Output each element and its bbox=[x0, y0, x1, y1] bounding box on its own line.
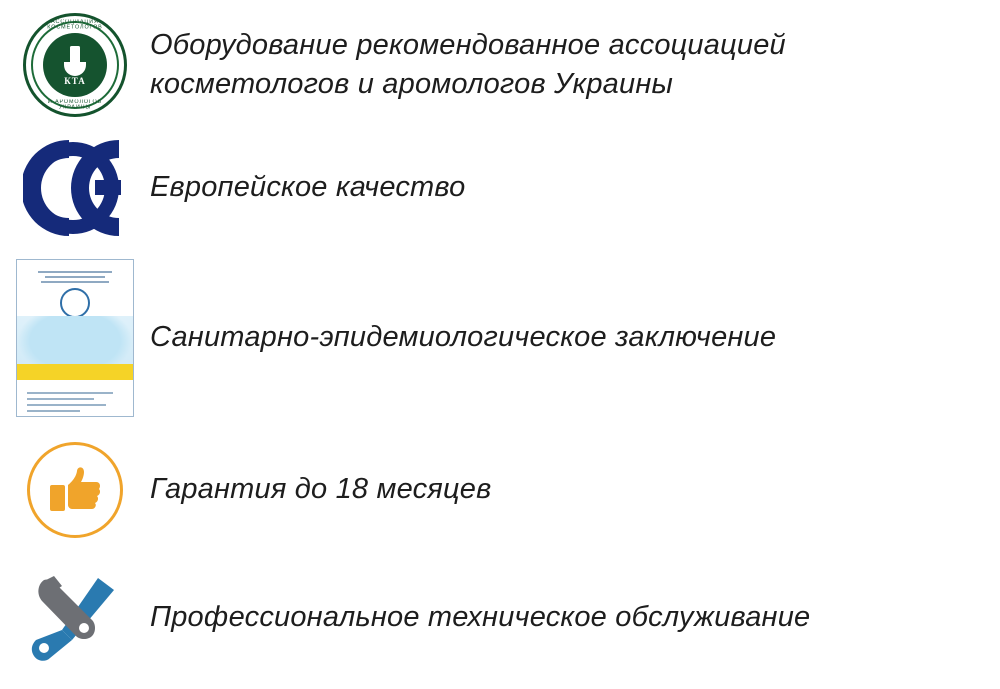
icon-cell bbox=[0, 259, 150, 417]
list-item bbox=[0, 245, 1000, 430]
flask-icon bbox=[70, 46, 80, 72]
seal-top-text: АССОЦИАЦИЯ КОСМЕТОЛОГОВ bbox=[47, 19, 103, 31]
cert-yellow-band bbox=[17, 364, 133, 380]
association-seal-icon bbox=[23, 13, 127, 117]
seal-inner bbox=[43, 33, 107, 97]
list-item bbox=[0, 430, 1000, 550]
seal-monogram: КТА bbox=[64, 76, 86, 86]
ce-mark-icon bbox=[23, 136, 127, 240]
benefit-label: Профессиональное техническое обслуживание bbox=[150, 600, 811, 633]
icon-cell bbox=[0, 136, 150, 240]
cert-footer-lines bbox=[17, 382, 133, 416]
icon-cell bbox=[0, 442, 150, 538]
benefit-label: Европейское качество bbox=[150, 170, 466, 203]
list-item bbox=[0, 550, 1000, 685]
icon-cell bbox=[0, 570, 150, 666]
seal-bottom-text: И АРОМОЛОГОВ УКРАИНЫ bbox=[47, 99, 103, 111]
benefit-label: Гарантия до 18 месяцев bbox=[150, 473, 492, 506]
benefit-label: Оборудование рекомендованное ассоциацией косметологов и аромологов Украины bbox=[150, 28, 786, 100]
list-item bbox=[0, 130, 1000, 245]
cert-seal-icon bbox=[60, 288, 90, 318]
tools-wrench-screwdriver-icon bbox=[20, 570, 130, 666]
icon-cell bbox=[0, 13, 150, 117]
certificate-document-icon bbox=[16, 259, 134, 417]
benefit-label: Санитарно-эпидемиологическое заключение bbox=[150, 320, 777, 353]
thumbs-up-icon bbox=[27, 442, 123, 538]
list-item bbox=[0, 0, 1000, 130]
cert-header-lines bbox=[17, 260, 133, 283]
